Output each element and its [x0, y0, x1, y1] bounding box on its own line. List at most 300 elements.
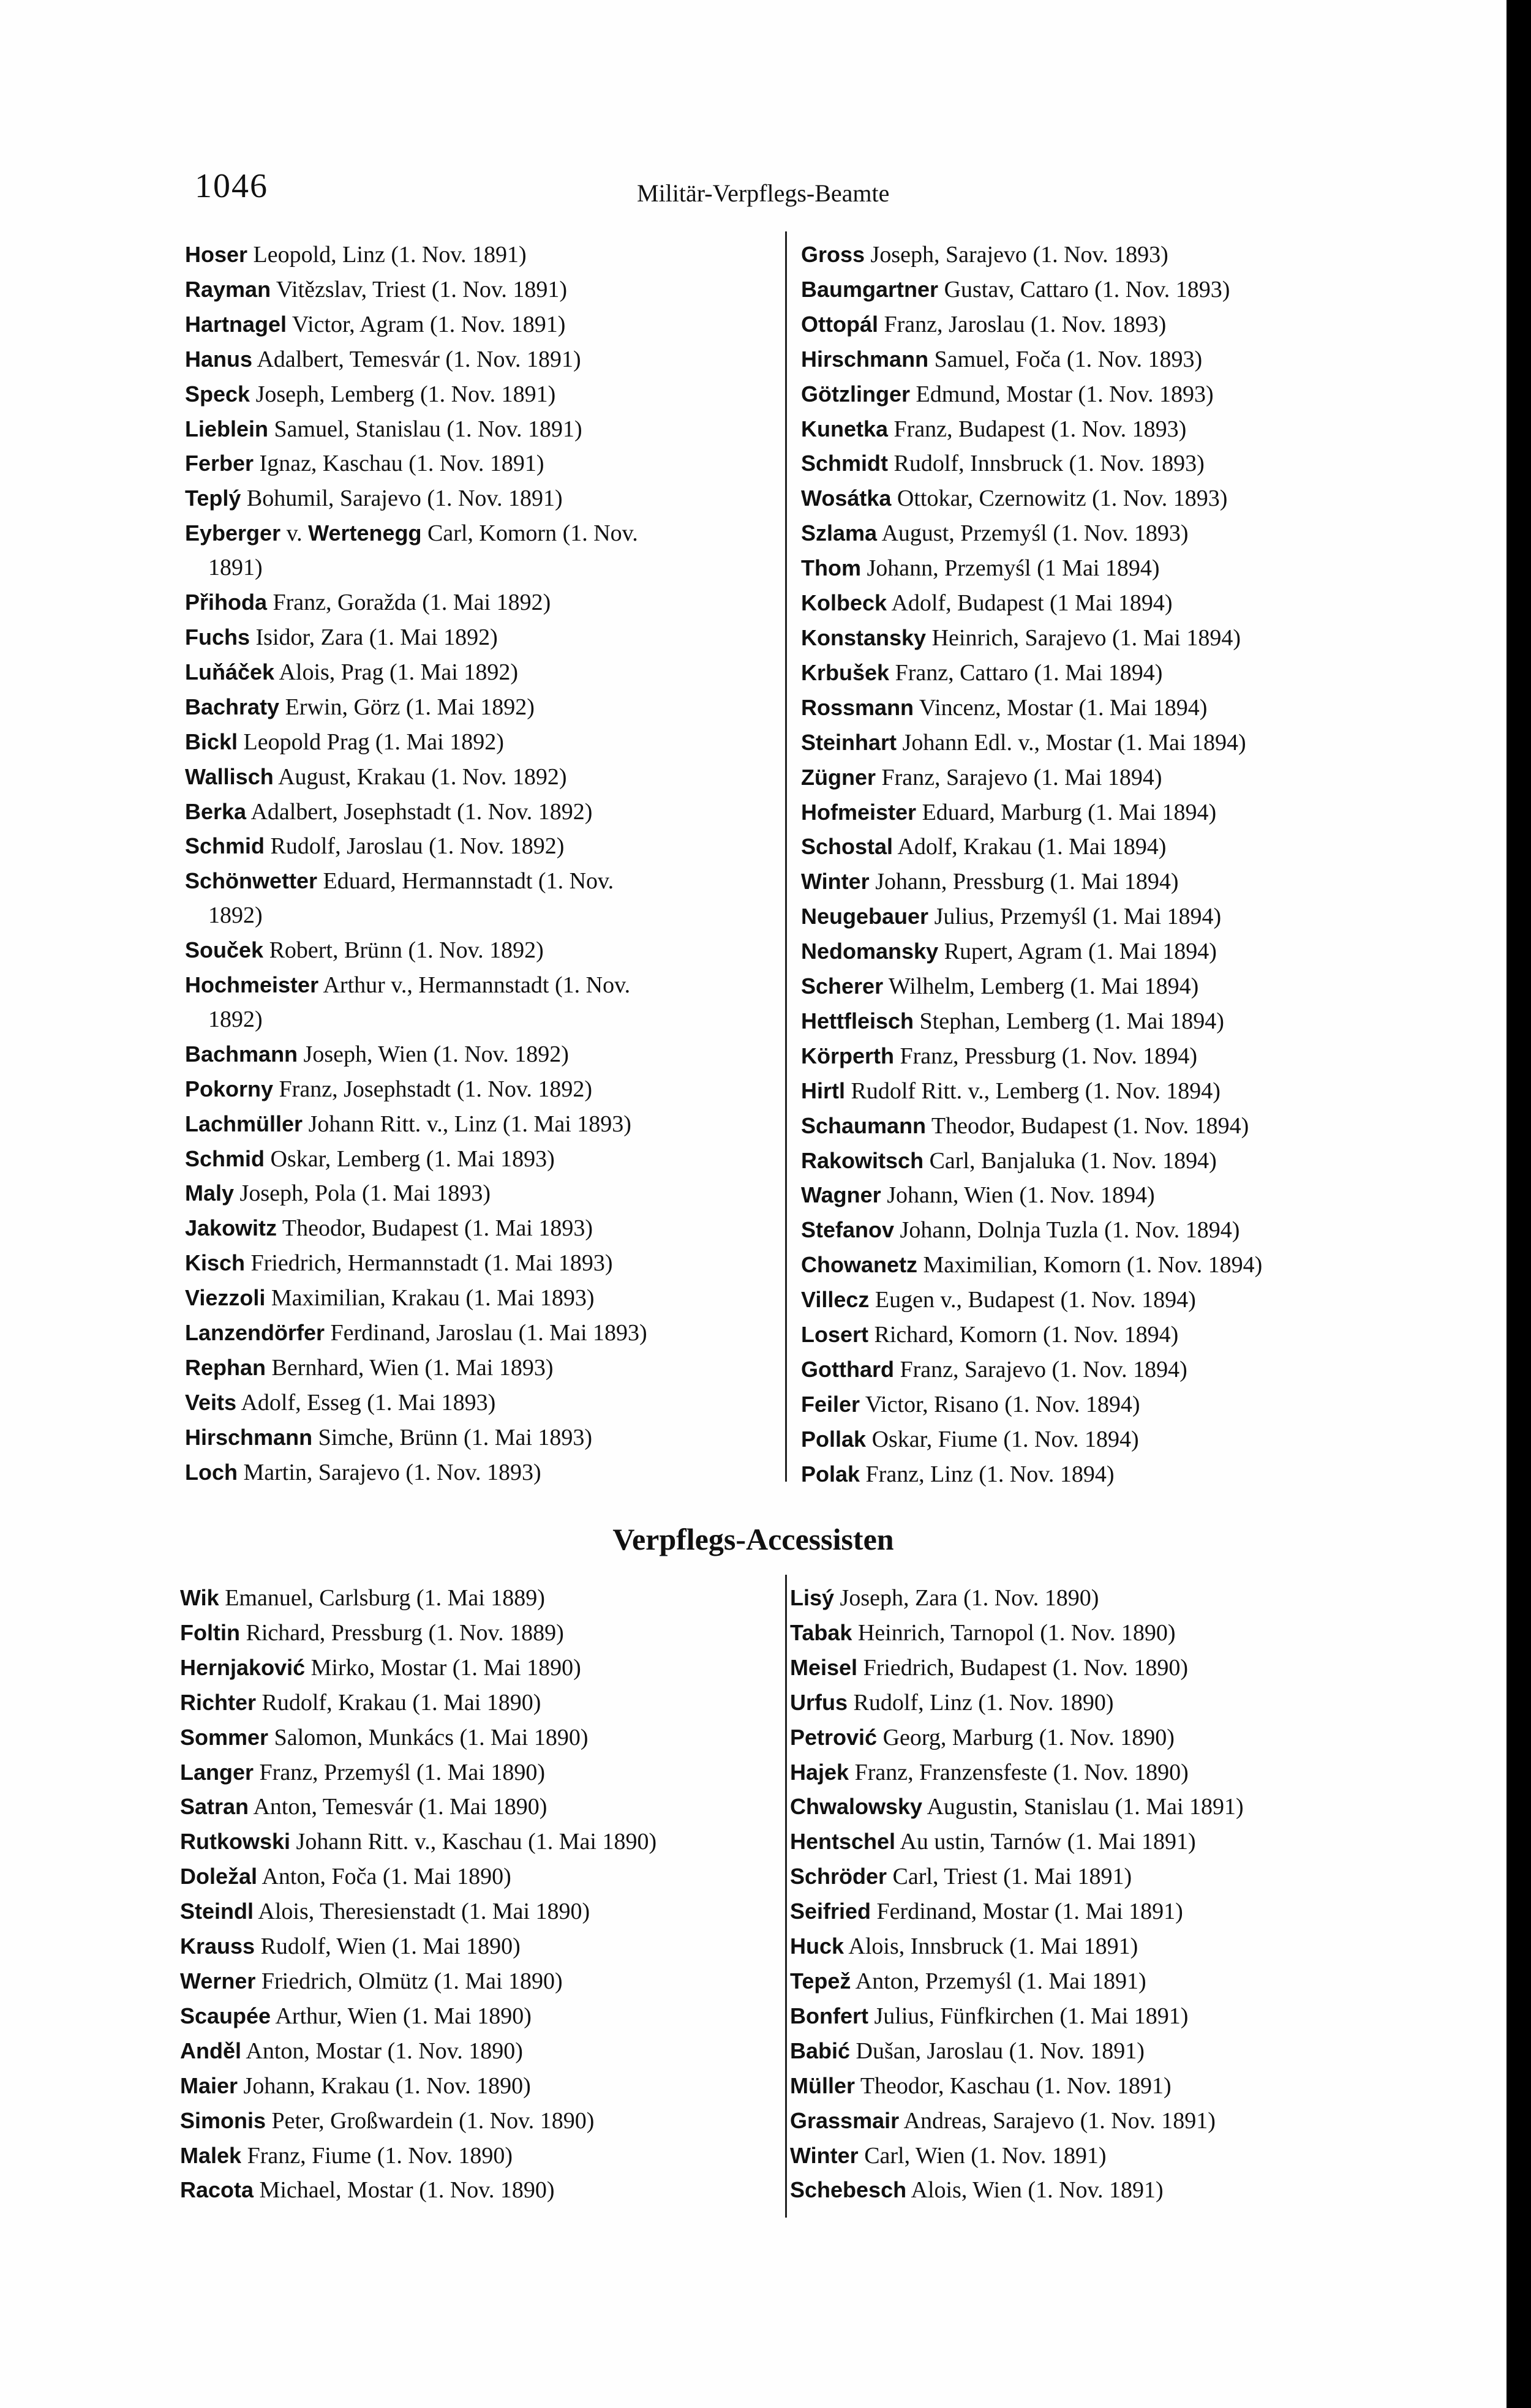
entry-details: Carl, Wien (1. Nov. 1891) [858, 2142, 1107, 2169]
entry-details: Adolf, Krakau (1. Mai 1894) [893, 834, 1167, 860]
list-entry [801, 1144, 1371, 1179]
entry-details: Julius, Fünfkirchen (1. Mai 1891) [868, 2003, 1189, 2029]
column-divider [785, 231, 787, 1482]
entry-details: Julius, Przemyśl (1. Mai 1894) [928, 904, 1222, 930]
list-entry [180, 1790, 778, 1825]
entry-surname: Richter [180, 1689, 257, 1715]
entry-surname: Wallisch [185, 763, 274, 789]
list-entry [801, 272, 1371, 307]
entry-surname: Loch [185, 1459, 238, 1485]
entry-surname: Steindl [180, 1899, 254, 1924]
list-entry [185, 1386, 779, 1420]
entry-surname: Přihoda [185, 590, 268, 615]
entry-details: Arthur, Wien (1. Mai 1890) [271, 2003, 532, 2029]
entry-surname: Hajek [790, 1759, 849, 1785]
entry-surname: Neugebauer [801, 904, 929, 929]
entry-details: Augustin, Stanislau (1. Mai 1891) [922, 1794, 1244, 1820]
entry-surname: Feiler [801, 1391, 860, 1417]
entry-details: Joseph, Lemberg (1. Nov. 1891) [250, 381, 556, 407]
list-entry [185, 795, 779, 830]
entry-surname: Schebesch [790, 2177, 907, 2203]
entry-details: Rudolf, Jaroslau (1. Nov. 1892) [265, 833, 565, 860]
list-entry [185, 829, 779, 864]
list-entry [185, 481, 779, 516]
entry-surname: Seifried [790, 1899, 871, 1924]
entry-surname: Foltin [180, 1619, 240, 1645]
entry-details: Franz, Jaroslau (1. Nov. 1893) [878, 311, 1167, 337]
entry-surname: Simonis [180, 2107, 266, 2133]
list-entry [790, 1894, 1378, 1929]
entry-surname: Petrović [790, 1724, 878, 1750]
entry-surname: Meisel [790, 1654, 858, 1680]
entry-surname: Bickl [185, 729, 238, 754]
entry-details: Franz, Sarajevo (1. Nov. 1894) [893, 1357, 1187, 1382]
entry-details: Franz, Franzensfeste (1. Nov. 1890) [849, 1759, 1189, 1785]
list-entry [790, 1790, 1378, 1825]
entry-details: Eduard, Marburg (1. Mai 1894) [916, 799, 1217, 825]
entry-surname: Anděl [180, 2038, 242, 2063]
entry-details: Maximilian, Komorn (1. Nov. 1894) [917, 1252, 1263, 1278]
list-entry [801, 969, 1371, 1004]
list-entry [185, 690, 779, 725]
list-entry [185, 620, 779, 655]
entry-surname: Ottopál [801, 311, 878, 337]
entry-surname: Hochmeister [185, 972, 319, 998]
entry-details: Alois, Prag (1. Mai 1892) [274, 659, 518, 685]
entry-details: Ignaz, Kaschau (1. Nov. 1891) [254, 451, 544, 477]
entry-surname: Schröder [790, 1864, 887, 1889]
list-entry [185, 238, 779, 272]
list-entry [801, 726, 1371, 760]
list-entry [185, 1072, 779, 1107]
entry-details: Johann, Pressburg (1. Mai 1894) [869, 869, 1179, 895]
entry-details: Franz, Cattaro (1. Mai 1894) [889, 659, 1163, 686]
list-entry [180, 2034, 778, 2069]
entry-details: Joseph, Pola (1. Mai 1893) [234, 1180, 491, 1207]
entry-details: Franz, Josephstadt (1. Nov. 1892) [273, 1076, 593, 1102]
entry-details: Anton, Foča (1. Mai 1890) [257, 1864, 511, 1890]
entry-surname: Schmidt [801, 451, 889, 476]
list-entry [790, 2034, 1378, 2069]
entry-details: Franz, Sarajevo (1. Mai 1894) [876, 764, 1162, 790]
list-entry [180, 1964, 778, 1999]
entry-surname: Losert [801, 1322, 869, 1348]
entry-details: Leopold Prag (1. Mai 1892) [238, 729, 504, 755]
entry-surname: Hanus [185, 346, 253, 372]
list-entry [801, 1074, 1371, 1109]
list-entry [185, 655, 779, 690]
entry-details: Anton, Mostar (1. Nov. 1890) [241, 2038, 523, 2064]
entry-details: Rudolf, Innsbruck (1. Nov. 1893) [888, 451, 1205, 477]
list-entry [801, 1039, 1371, 1074]
list-entry [801, 865, 1371, 899]
list-entry [801, 1178, 1371, 1213]
entry-details: Stephan, Lemberg (1. Mai 1894) [914, 1008, 1224, 1034]
entry-details: Oskar, Fiume (1. Nov. 1894) [866, 1426, 1139, 1452]
entry-details: Franz, Przemyśl (1. Mai 1890) [254, 1759, 545, 1785]
list-entry [790, 1651, 1378, 1686]
entry-surname: Steinhart [801, 729, 897, 755]
list-entry [180, 1720, 778, 1755]
entry-surname: Babić [790, 2038, 851, 2063]
section2-right-column [790, 1581, 1378, 2208]
entry-surname: Berka [185, 798, 247, 824]
list-entry [185, 1420, 779, 1455]
entry-surname: Werner [180, 1968, 256, 1994]
list-entry [185, 377, 779, 412]
list-entry [801, 1422, 1371, 1457]
entry-surname: Scherer [801, 973, 884, 999]
list-entry [801, 1318, 1371, 1352]
list-entry [790, 1859, 1378, 1894]
entry-details: Friedrich, Budapest (1. Nov. 1890) [857, 1654, 1189, 1681]
entry-details: Gustav, Cattaro (1. Nov. 1893) [938, 276, 1230, 302]
entry-surname: Konstansky [801, 625, 927, 650]
entry-details: Arthur v., Hermannstadt (1. Nov. [318, 972, 631, 999]
entry-details: Rudolf Ritt. v., Lemberg (1. Nov. 1894) [845, 1078, 1221, 1104]
list-entry [801, 830, 1371, 865]
entry-surname: Szlama [801, 520, 878, 546]
entry-details: Franz, Pressburg (1. Nov. 1894) [894, 1043, 1198, 1069]
entry-details: Rudolf, Krakau (1. Mai 1890) [256, 1689, 541, 1716]
entry-surname: Bonfert [790, 2003, 868, 2028]
list-entry [185, 1107, 779, 1142]
entry-details: Johann Ritt. v., Kaschau (1. Mai 1890) [290, 1829, 657, 1855]
entry-surname: Wosátka [801, 486, 892, 511]
entry-surname: Grassmair [790, 2107, 900, 2133]
list-entry [790, 1581, 1378, 1616]
list-entry [801, 795, 1371, 830]
entry-details: Isidor, Zara (1. Mai 1892) [250, 624, 498, 650]
entry-surname: Sommer [180, 1724, 269, 1750]
entry-surname: Hirschmann [801, 346, 929, 372]
list-entry [185, 1316, 779, 1351]
entry-details: Carl, Banjaluka (1. Nov. 1894) [923, 1147, 1217, 1174]
entry-details: Edmund, Mostar (1. Nov. 1893) [910, 381, 1214, 407]
list-entry [180, 1616, 778, 1651]
section2-left-column [180, 1581, 778, 2208]
entry-details: August, Krakau (1. Nov. 1892) [273, 763, 567, 790]
list-entry [185, 272, 779, 307]
entry-details: Erwin, Görz (1. Mai 1892) [279, 694, 535, 720]
running-title: Militär-Verpflegs-Beamte [637, 179, 890, 207]
entry-details: Vincenz, Mostar (1. Mai 1894) [914, 694, 1208, 721]
entry-details: Ferdinand, Jaroslau (1. Mai 1893) [325, 1320, 647, 1346]
section1-left-column [185, 238, 779, 1490]
list-entry [801, 760, 1371, 795]
entry-surname: Malek [180, 2142, 242, 2168]
entry-surname: Ferber [185, 451, 254, 476]
list-entry [185, 864, 779, 899]
entry-details: Richard, Pressburg (1. Nov. 1889) [239, 1619, 564, 1646]
entry-details: Michael, Mostar (1. Nov. 1890) [254, 2177, 555, 2204]
list-entry [180, 1581, 778, 1616]
entry-surname: Gotthard [801, 1357, 894, 1382]
list-entry [801, 1248, 1371, 1283]
list-entry [790, 1825, 1378, 1859]
entry-details: Ottokar, Czernowitz (1. Nov. 1893) [891, 486, 1228, 512]
entry-details: Joseph, Sarajevo (1. Nov. 1893) [865, 242, 1168, 268]
entry-continuation: 1892) [208, 1006, 263, 1032]
entry-surname: Krbušek [801, 659, 890, 685]
entry-details: Franz, Fiume (1. Nov. 1890) [241, 2142, 513, 2169]
entry-surname: Maier [180, 2072, 238, 2098]
entry-details: Ferdinand, Mostar (1. Mai 1891) [871, 1899, 1183, 1925]
list-entry [180, 2069, 778, 2104]
list-entry [790, 1755, 1378, 1790]
list-entry [801, 1283, 1371, 1318]
list-entry [801, 516, 1371, 551]
entry-surname: Polak [801, 1461, 860, 1487]
entry-surname: Rephan [185, 1355, 266, 1380]
entry-surname: Nedomansky [801, 939, 939, 964]
entry-surname: Scaupée [180, 2003, 271, 2028]
entry-details: Adalbert, Josephstadt (1. Nov. 1892) [246, 798, 593, 825]
entry-surname: Fuchs [185, 624, 250, 650]
entry-details: Wilhelm, Lemberg (1. Mai 1894) [883, 973, 1199, 1000]
list-entry [801, 551, 1371, 586]
entry-surname: Lachmüller [185, 1111, 303, 1136]
entry-details: Rudolf, Linz (1. Nov. 1890) [848, 1689, 1114, 1716]
list-entry [790, 1686, 1378, 1720]
entry-details: Bohumil, Sarajevo (1. Nov. 1891) [241, 486, 563, 512]
list-entry [185, 1037, 779, 1072]
entry-surname: Kolbeck [801, 590, 887, 616]
entry-surname: Winter [801, 869, 870, 895]
entry-surname: Rayman [185, 276, 271, 302]
entry-surname: Gross [801, 242, 865, 267]
list-entry [790, 2069, 1378, 2104]
entry-surname: Schmid [185, 1146, 265, 1171]
list-entry [180, 1894, 778, 1929]
list-entry [801, 656, 1371, 691]
entry-details: Adolf, Budapest (1 Mai 1894) [887, 590, 1173, 617]
list-entry [180, 1999, 778, 2034]
entry-surname: Hartnagel [185, 311, 287, 337]
entry-surname: Müller [790, 2072, 856, 2098]
entry-details: Victor, Agram (1. Nov. 1891) [287, 311, 566, 337]
entry-surname: Pokorny [185, 1076, 274, 1101]
entry-surname: Jakowitz [185, 1215, 277, 1241]
entry-surname: Kisch [185, 1250, 246, 1276]
list-entry [185, 1176, 779, 1211]
list-entry [185, 1351, 779, 1386]
entry-details: August, Przemyśl (1. Nov. 1893) [877, 520, 1189, 547]
list-entry [801, 1004, 1371, 1039]
entry-surname: Langer [180, 1759, 254, 1785]
entry-surname: Speck [185, 381, 250, 407]
list-entry [790, 2104, 1378, 2139]
entry-surname: Hirschmann [185, 1424, 313, 1450]
entry-surname: Schaumann [801, 1112, 927, 1138]
list-entry [180, 1859, 778, 1894]
entry-surname: Chowanetz [801, 1252, 918, 1278]
entry-details: Joseph, Zara (1. Nov. 1890) [834, 1585, 1099, 1611]
entry-surname: Luňáček [185, 659, 275, 685]
list-entry [180, 1825, 778, 1859]
entry-surname: Thom [801, 555, 861, 581]
list-entry [790, 1929, 1378, 1964]
entry-details: Alois, Theresienstadt (1. Mai 1890) [254, 1899, 590, 1925]
list-entry [801, 307, 1371, 342]
list-entry [790, 1999, 1378, 2034]
entry-surname: Rossmann [801, 694, 914, 720]
entry-surname: Viezzoli [185, 1285, 266, 1311]
entry-surname: Götzlinger [801, 381, 910, 407]
list-entry [180, 1686, 778, 1720]
entry-details: Bernhard, Wien (1. Mai 1893) [266, 1355, 554, 1381]
entry-details: Theodor, Kaschau (1. Nov. 1891) [855, 2072, 1172, 2099]
entry-details: Johann Ritt. v., Linz (1. Mai 1893) [303, 1111, 631, 1137]
entry-details: Samuel, Foča (1. Nov. 1893) [928, 346, 1203, 372]
entry-surname: Villecz [801, 1287, 870, 1313]
entry-surname: Kunetka [801, 416, 889, 441]
entry-surname: Satran [180, 1794, 249, 1820]
entry-details: Mirko, Mostar (1. Mai 1890) [305, 1654, 581, 1681]
list-entry [180, 2104, 778, 2139]
entry-surname: Wik [180, 1585, 219, 1610]
entry-surname: Pollak [801, 1426, 867, 1452]
entry-surname: Huck [790, 1934, 844, 1959]
list-entry [185, 516, 779, 551]
entry-details: Richard, Komorn (1. Nov. 1894) [868, 1322, 1179, 1348]
entry-surname: Hirtl [801, 1078, 845, 1103]
entry-surname: Souček [185, 937, 264, 963]
list-entry [801, 481, 1371, 516]
entry-surname: Zügner [801, 764, 876, 790]
list-entry [185, 342, 779, 377]
list-entry [801, 899, 1371, 934]
entry-details: Rupert, Agram (1. Mai 1894) [938, 939, 1217, 965]
entry-surname: Schostal [801, 834, 893, 860]
entry-details: Heinrich, Sarajevo (1. Mai 1894) [926, 625, 1241, 651]
list-entry [801, 1213, 1371, 1248]
list-entry [790, 1964, 1378, 1999]
entry-details: Georg, Marburg (1. Nov. 1890) [877, 1724, 1175, 1750]
section1-right-column [801, 238, 1371, 1492]
entry-surname: Baumgartner [801, 276, 939, 302]
entry-details: Peter, Großwardein (1. Nov. 1890) [266, 2107, 595, 2134]
list-entry [185, 1281, 779, 1316]
entry-details: Victor, Risano (1. Nov. 1894) [860, 1391, 1140, 1417]
entry-details: Emanuel, Carlsburg (1. Mai 1889) [219, 1585, 545, 1611]
entry-surname: Hofmeister [801, 799, 917, 825]
list-entry [185, 968, 779, 1003]
list-entry [185, 1246, 779, 1281]
list-entry [801, 1387, 1371, 1422]
entry-surname: Eyberger [185, 520, 281, 546]
entry-surname: Bachraty [185, 694, 280, 719]
entry-details: Rudolf, Wien (1. Mai 1890) [255, 1934, 521, 1960]
list-entry [185, 307, 779, 342]
list-entry [185, 446, 779, 481]
list-entry [790, 2173, 1378, 2208]
list-entry [801, 1109, 1371, 1144]
entry-details: Joseph, Wien (1. Nov. 1892) [298, 1041, 569, 1067]
entry-surname: Körperth [801, 1043, 894, 1068]
entry-surname: Krauss [180, 1934, 255, 1959]
entry-details: Franz, Linz (1. Nov. 1894) [860, 1461, 1115, 1487]
list-entry [180, 1755, 778, 1790]
entry-surname: Hentschel [790, 1829, 896, 1855]
list-entry [801, 342, 1371, 377]
list-entry [185, 585, 779, 620]
list-entry [185, 1455, 779, 1490]
list-entry [185, 933, 779, 968]
scan-edge [1507, 0, 1531, 2408]
entry-surname: Urfus [790, 1689, 848, 1715]
entry-details: Eduard, Hermannstadt (1. Nov. [317, 868, 614, 895]
entry-surname: Lanzendörfer [185, 1320, 325, 1346]
entry-details: Theodor, Budapest (1. Nov. 1894) [926, 1112, 1249, 1139]
entry-surname: Tepež [790, 1968, 851, 1994]
list-entry [801, 691, 1371, 726]
entry-details: v. [280, 520, 309, 547]
entry-surname: Hettfleisch [801, 1008, 914, 1033]
list-entry [185, 1142, 779, 1177]
list-entry [180, 2173, 778, 2208]
section-heading: Verpflegs-Accessisten [612, 1522, 894, 1556]
list-entry [185, 760, 779, 795]
list-entry [801, 412, 1371, 447]
entry-details: Franz, Goražda (1. Mai 1892) [267, 590, 551, 616]
entry-details: Heinrich, Tarnopol (1. Nov. 1890) [852, 1619, 1176, 1646]
entry-details: Johann, Dolnja Tuzla (1. Nov. 1894) [894, 1217, 1240, 1243]
entry-surname: Bachmann [185, 1041, 298, 1067]
entry-surname: Lieblein [185, 416, 269, 441]
entry-continuation: 1892) [208, 902, 263, 929]
entry-details: Andreas, Sarajevo (1. Nov. 1891) [899, 2107, 1216, 2134]
entry-details: Friedrich, Olmütz (1. Mai 1890) [255, 1968, 563, 1994]
entry-details: Theodor, Budapest (1. Mai 1893) [277, 1215, 593, 1242]
entry-surname: Schönwetter [185, 868, 318, 894]
list-entry [801, 238, 1371, 272]
list-entry [801, 621, 1371, 656]
list-entry [801, 934, 1371, 969]
entry-surname: Schmid [185, 833, 265, 859]
list-entry [801, 1457, 1371, 1492]
entry-details: Salomon, Munkács (1. Mai 1890) [268, 1724, 589, 1750]
entry-surname: Hoser [185, 242, 248, 267]
entry-details: Franz, Budapest (1. Nov. 1893) [888, 416, 1187, 442]
list-entry [185, 1211, 779, 1246]
entry-details: Robert, Brünn (1. Nov. 1892) [263, 937, 544, 964]
entry-surname: Lisý [790, 1585, 835, 1610]
entry-details: Dušan, Jaroslau (1. Nov. 1891) [850, 2038, 1145, 2064]
entry-details: Friedrich, Hermannstadt (1. Mai 1893) [245, 1250, 613, 1277]
entry-details: Vitězslav, Triest (1. Nov. 1891) [271, 276, 568, 302]
entry-details: Johann, Przemyśl (1 Mai 1894) [860, 555, 1160, 582]
entry-details: Johann, Wien (1. Nov. 1894) [881, 1182, 1155, 1209]
entry-details: Adolf, Esseg (1. Mai 1893) [236, 1389, 496, 1416]
entry-details: Oskar, Lemberg (1. Mai 1893) [265, 1146, 555, 1172]
entry-details: Johann, Krakau (1. Nov. 1890) [238, 2072, 531, 2099]
entry-surname: Racota [180, 2177, 254, 2203]
list-entry [801, 446, 1371, 481]
entry-surname: Maly [185, 1180, 235, 1206]
page-number: 1046 [195, 167, 268, 205]
entry-details: Simche, Brünn (1. Mai 1893) [312, 1424, 593, 1450]
list-entry [801, 586, 1371, 621]
list-entry [790, 2139, 1378, 2174]
entry-surname: Chwalowsky [790, 1794, 923, 1820]
entry-details: Anton, Temesvár (1. Mai 1890) [249, 1794, 547, 1820]
entry-surname: Doležal [180, 1864, 258, 1889]
list-entry [180, 2139, 778, 2174]
list-entry [180, 1651, 778, 1686]
entry-details: Adalbert, Temesvár (1. Nov. 1891) [252, 346, 581, 372]
entry-details: Alois, Innsbruck (1. Mai 1891) [844, 1934, 1138, 1960]
